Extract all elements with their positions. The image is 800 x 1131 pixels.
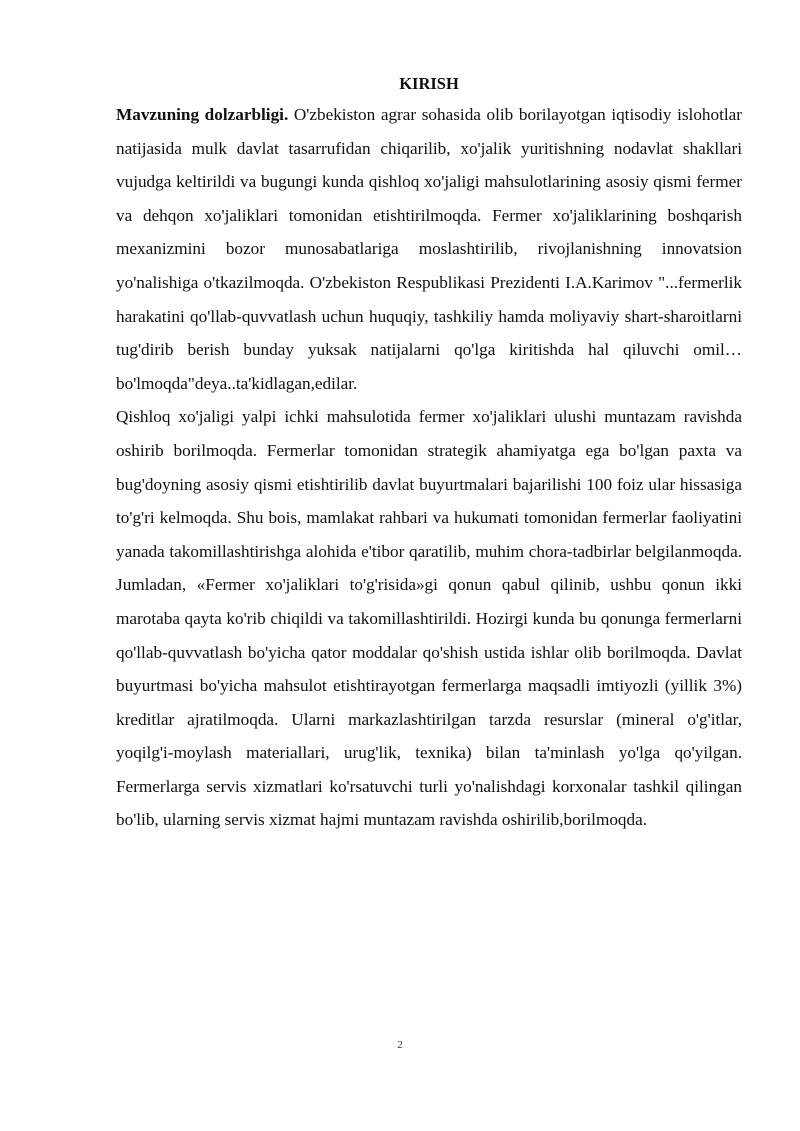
page-number: 2 xyxy=(397,1039,403,1051)
paragraph-lead: Mavzuning dolzarbligi. xyxy=(116,105,289,124)
paragraph-body: O'zbekiston agrar sohasida olib borilayotgan iqtisodiy islohotlar natijasida mulk davlat tasarrufidan chiqarilib, xo'jalik yuritishning nodavlat shakllari vujudga keltirildi va bugungi kunda qishloq xo'jaligi mahsulotlarining asosiy qismi fermer va dehqon xo'jaliklari tomonidan etishtirilmoqda. Fermer xo'jaliklarining boshqarish mexanizmini bozor munosabatlariga moslashtirilib, rivojlanishning innovatsion yo'nalishiga o'tkazilmoqda. O'zbekiston Respublikasi Prezidenti I.A.Karimov "...fermerlik harakatini qo'llab-quvvatlash uchun huquqiy, tashkiliy hamda moliyaviy shart-sharoitlarni tug'dirib berish bunday yuksak natijalarni qo'lga kiritishda hal qiluvchi omil…bo'lmoqda"deya..ta'kidlagan,edilar. xyxy=(116,105,742,393)
section-heading: KIRISH xyxy=(399,74,459,93)
paragraph-relevance xyxy=(116,98,742,400)
paragraph-farm-share: Qishloq xo'jaligi yalpi ichki mahsulotida fermer xo'jaliklari ulushi muntazam ravishda oshirib borilmoqda. Fermerlar tomonidan strategik ahamiyatga ega bo'lgan paxta va bug'doyning asosiy qismi etishtirilib davlat buyurtmalari bajarilishi 100 foiz ular hissasiga to'g'ri kelmoqda. Shu bois, mamlakat rahbari va hukumati tomonidan fermerlar faoliyatini yanada takomillashtirishga alohida e'tibor qaratilib, muhim chora-tadbirlar belgilanmoqda. Jumladan, «Fermer xo'jaliklari to'g'risida»gi qonun qabul qilinib, ushbu qonun ikki marotaba qayta ko'rib chiqildi va takomillashtirildi. Hozirgi kunda bu qonunga fermerlarni qo'llab-quvvatlash bo'yicha qator moddalar qo'shish ustida ishlar olib borilmoqda. Davlat buyurtmasi bo'yicha mahsulot etishtirayotgan fermerlarga maqsadli imtiyozli (yillik 3%) kreditlar ajratilmoqda. Ularni markazlashtirilgan tarzda resurslar (mineral o'g'itlar, yoqilg'i-moylash materiallari, urug'lik, texnika) bilan ta'minlash yo'lga qo'yilgan. Fermerlarga servis xizmatlari ko'rsatuvchi turli yo'nalishdagi korxonalar tashkil qilingan bo'lib, ularning servis xizmat hajmi muntazam ravishda oshirilib,borilmoqda. xyxy=(116,407,742,830)
document-page xyxy=(116,74,742,837)
